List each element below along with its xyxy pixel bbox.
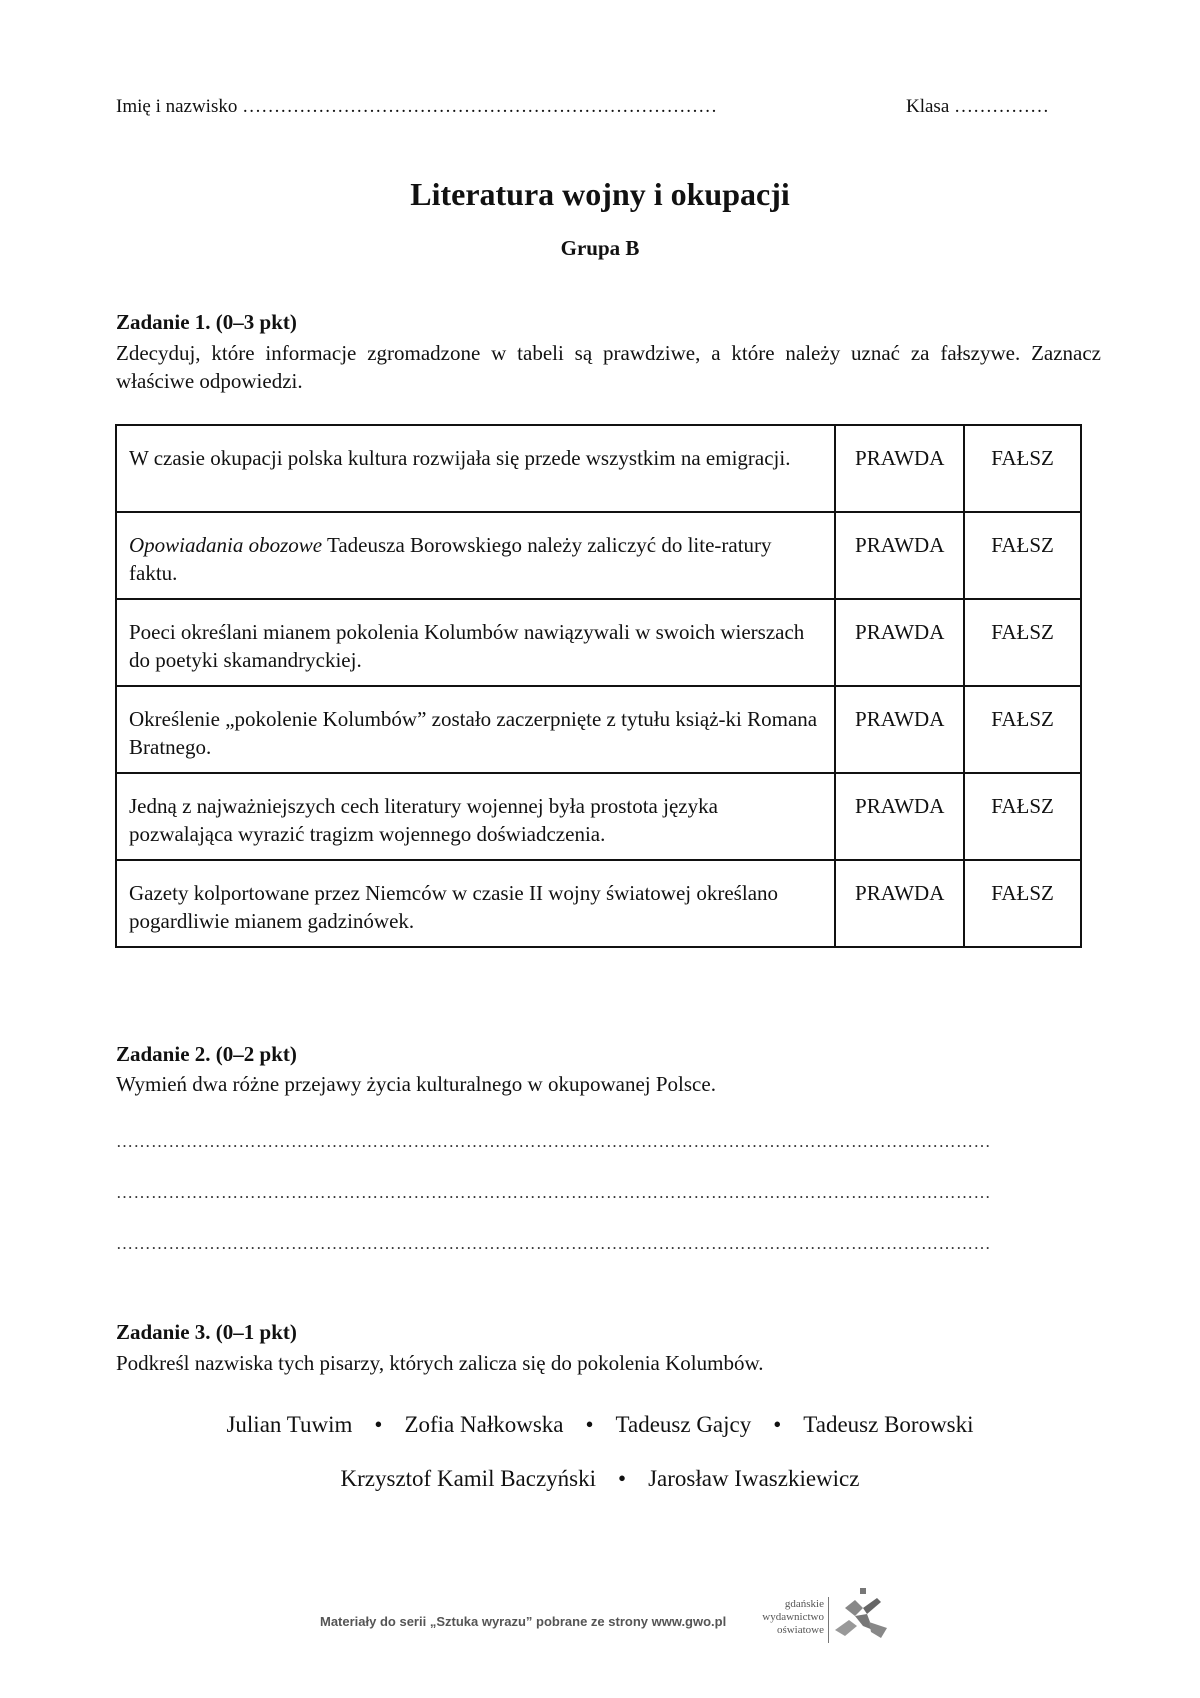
- table-row: [116, 512, 1081, 599]
- table-row: [116, 425, 1081, 512]
- table-row: [116, 599, 1081, 686]
- bullet-separator: •: [618, 1466, 627, 1491]
- writers-line-2: [0, 1466, 1200, 1492]
- writer-name[interactable]: Tadeusz Gajcy: [615, 1412, 752, 1437]
- publisher-line: oświatowe: [776, 1624, 824, 1636]
- group-label: Grupa B: [560, 236, 640, 260]
- statement-title: Opowiadania obozowe: [129, 533, 323, 557]
- footer-source-text: Materiały do serii „Sztuka wyrazu” pobrane ze strony www.gwo.pl: [320, 1614, 727, 1629]
- publisher-line: gdańskie: [784, 1598, 824, 1610]
- option-false[interactable]: FAŁSZ: [964, 686, 1081, 773]
- statement-cell: [116, 425, 835, 512]
- option-true[interactable]: PRAWDA: [835, 686, 964, 773]
- writer-name[interactable]: Tadeusz Borowski: [803, 1412, 974, 1437]
- option-true[interactable]: PRAWDA: [835, 599, 964, 686]
- writer-name[interactable]: Krzysztof Kamil Baczyński: [340, 1466, 597, 1491]
- publisher-logo-icon: [833, 1586, 895, 1646]
- writer-name[interactable]: Julian Tuwim: [226, 1412, 353, 1437]
- option-false[interactable]: FAŁSZ: [964, 773, 1081, 860]
- name-field-label[interactable]: Imię i nazwisko …………………………………………………………………: [116, 96, 718, 117]
- writer-name[interactable]: Zofia Nałkowska: [404, 1412, 564, 1437]
- bullet-separator: •: [374, 1412, 383, 1437]
- option-true[interactable]: PRAWDA: [835, 773, 964, 860]
- statement-text: Określenie „pokolenie Kolumbów” zostało zaczerpnięte z tytułu książ-ki Romana Bratnego.: [129, 707, 818, 759]
- option-true[interactable]: PRAWDA: [835, 512, 964, 599]
- writer-name[interactable]: Jarosław Iwaszkiewicz: [648, 1466, 860, 1491]
- task1-instruction: Zdecyduj, które informacje zgromadzone w tabeli są prawdziwe, a które należy uznać za fałszywe. Zaznacz właściwe odpowiedzi.: [116, 341, 1101, 393]
- task3-heading: Zadanie 3. (0–1 pkt): [116, 1320, 297, 1344]
- true-false-table: [115, 424, 1082, 948]
- answer-line-1[interactable]: ……………………………………………………………………………………………………………………………………: [116, 1132, 991, 1151]
- publisher-name: [742, 1598, 824, 1637]
- table-row: [116, 773, 1081, 860]
- answer-line-2[interactable]: ……………………………………………………………………………………………………………………………………: [116, 1183, 991, 1202]
- bullet-separator: •: [773, 1412, 782, 1437]
- class-field-label[interactable]: Klasa ……………: [906, 96, 1050, 117]
- option-false[interactable]: FAŁSZ: [964, 425, 1081, 512]
- task2-instruction: Wymień dwa różne przejawy życia kulturalnego w okupowanej Polsce.: [116, 1072, 716, 1096]
- table-row: [116, 860, 1081, 947]
- statement-text: Tadeusza Borowskiego należy zaliczyć do lite-ratury faktu.: [129, 533, 772, 585]
- statement-text: Gazety kolportowane przez Niemców w czasie II wojny światowej określano pogardliwie mianem gadzinówek.: [129, 881, 779, 933]
- task2-heading: Zadanie 2. (0–2 pkt): [116, 1042, 297, 1066]
- logo-divider: [828, 1597, 829, 1643]
- statement-text: W czasie okupacji polska kultura rozwijała się przede wszystkim na emigracji.: [129, 446, 791, 470]
- option-true[interactable]: PRAWDA: [835, 425, 964, 512]
- statement-text: Poeci określani mianem pokolenia Kolumbów nawiązywali w swoich wierszach do poetyki skamandryckiej.: [129, 620, 805, 672]
- statement-cell: [116, 860, 835, 947]
- statement-cell: [116, 773, 835, 860]
- statement-cell: [116, 686, 835, 773]
- statement-cell: [116, 599, 835, 686]
- writers-line-1: [0, 1412, 1200, 1438]
- statement-text: Jedną z najważniejszych cech literatury wojennej była prostota języka pozwalająca wyrazić tragizm wojennego doświadczenia.: [129, 794, 718, 846]
- task3-instruction: Podkreśl nazwiska tych pisarzy, których zalicza się do pokolenia Kolumbów.: [116, 1351, 764, 1375]
- table-row: [116, 686, 1081, 773]
- publisher-line: wydawnictwo: [762, 1611, 824, 1623]
- statement-cell: [116, 512, 835, 599]
- option-false[interactable]: FAŁSZ: [964, 860, 1081, 947]
- option-false[interactable]: FAŁSZ: [964, 512, 1081, 599]
- option-true[interactable]: PRAWDA: [835, 860, 964, 947]
- task1-heading: Zadanie 1. (0–3 pkt): [116, 310, 297, 334]
- bullet-separator: •: [585, 1412, 594, 1437]
- option-false[interactable]: FAŁSZ: [964, 599, 1081, 686]
- page-title: Literatura wojny i okupacji: [410, 176, 790, 212]
- answer-line-3[interactable]: ……………………………………………………………………………………………………………………………………: [116, 1234, 991, 1253]
